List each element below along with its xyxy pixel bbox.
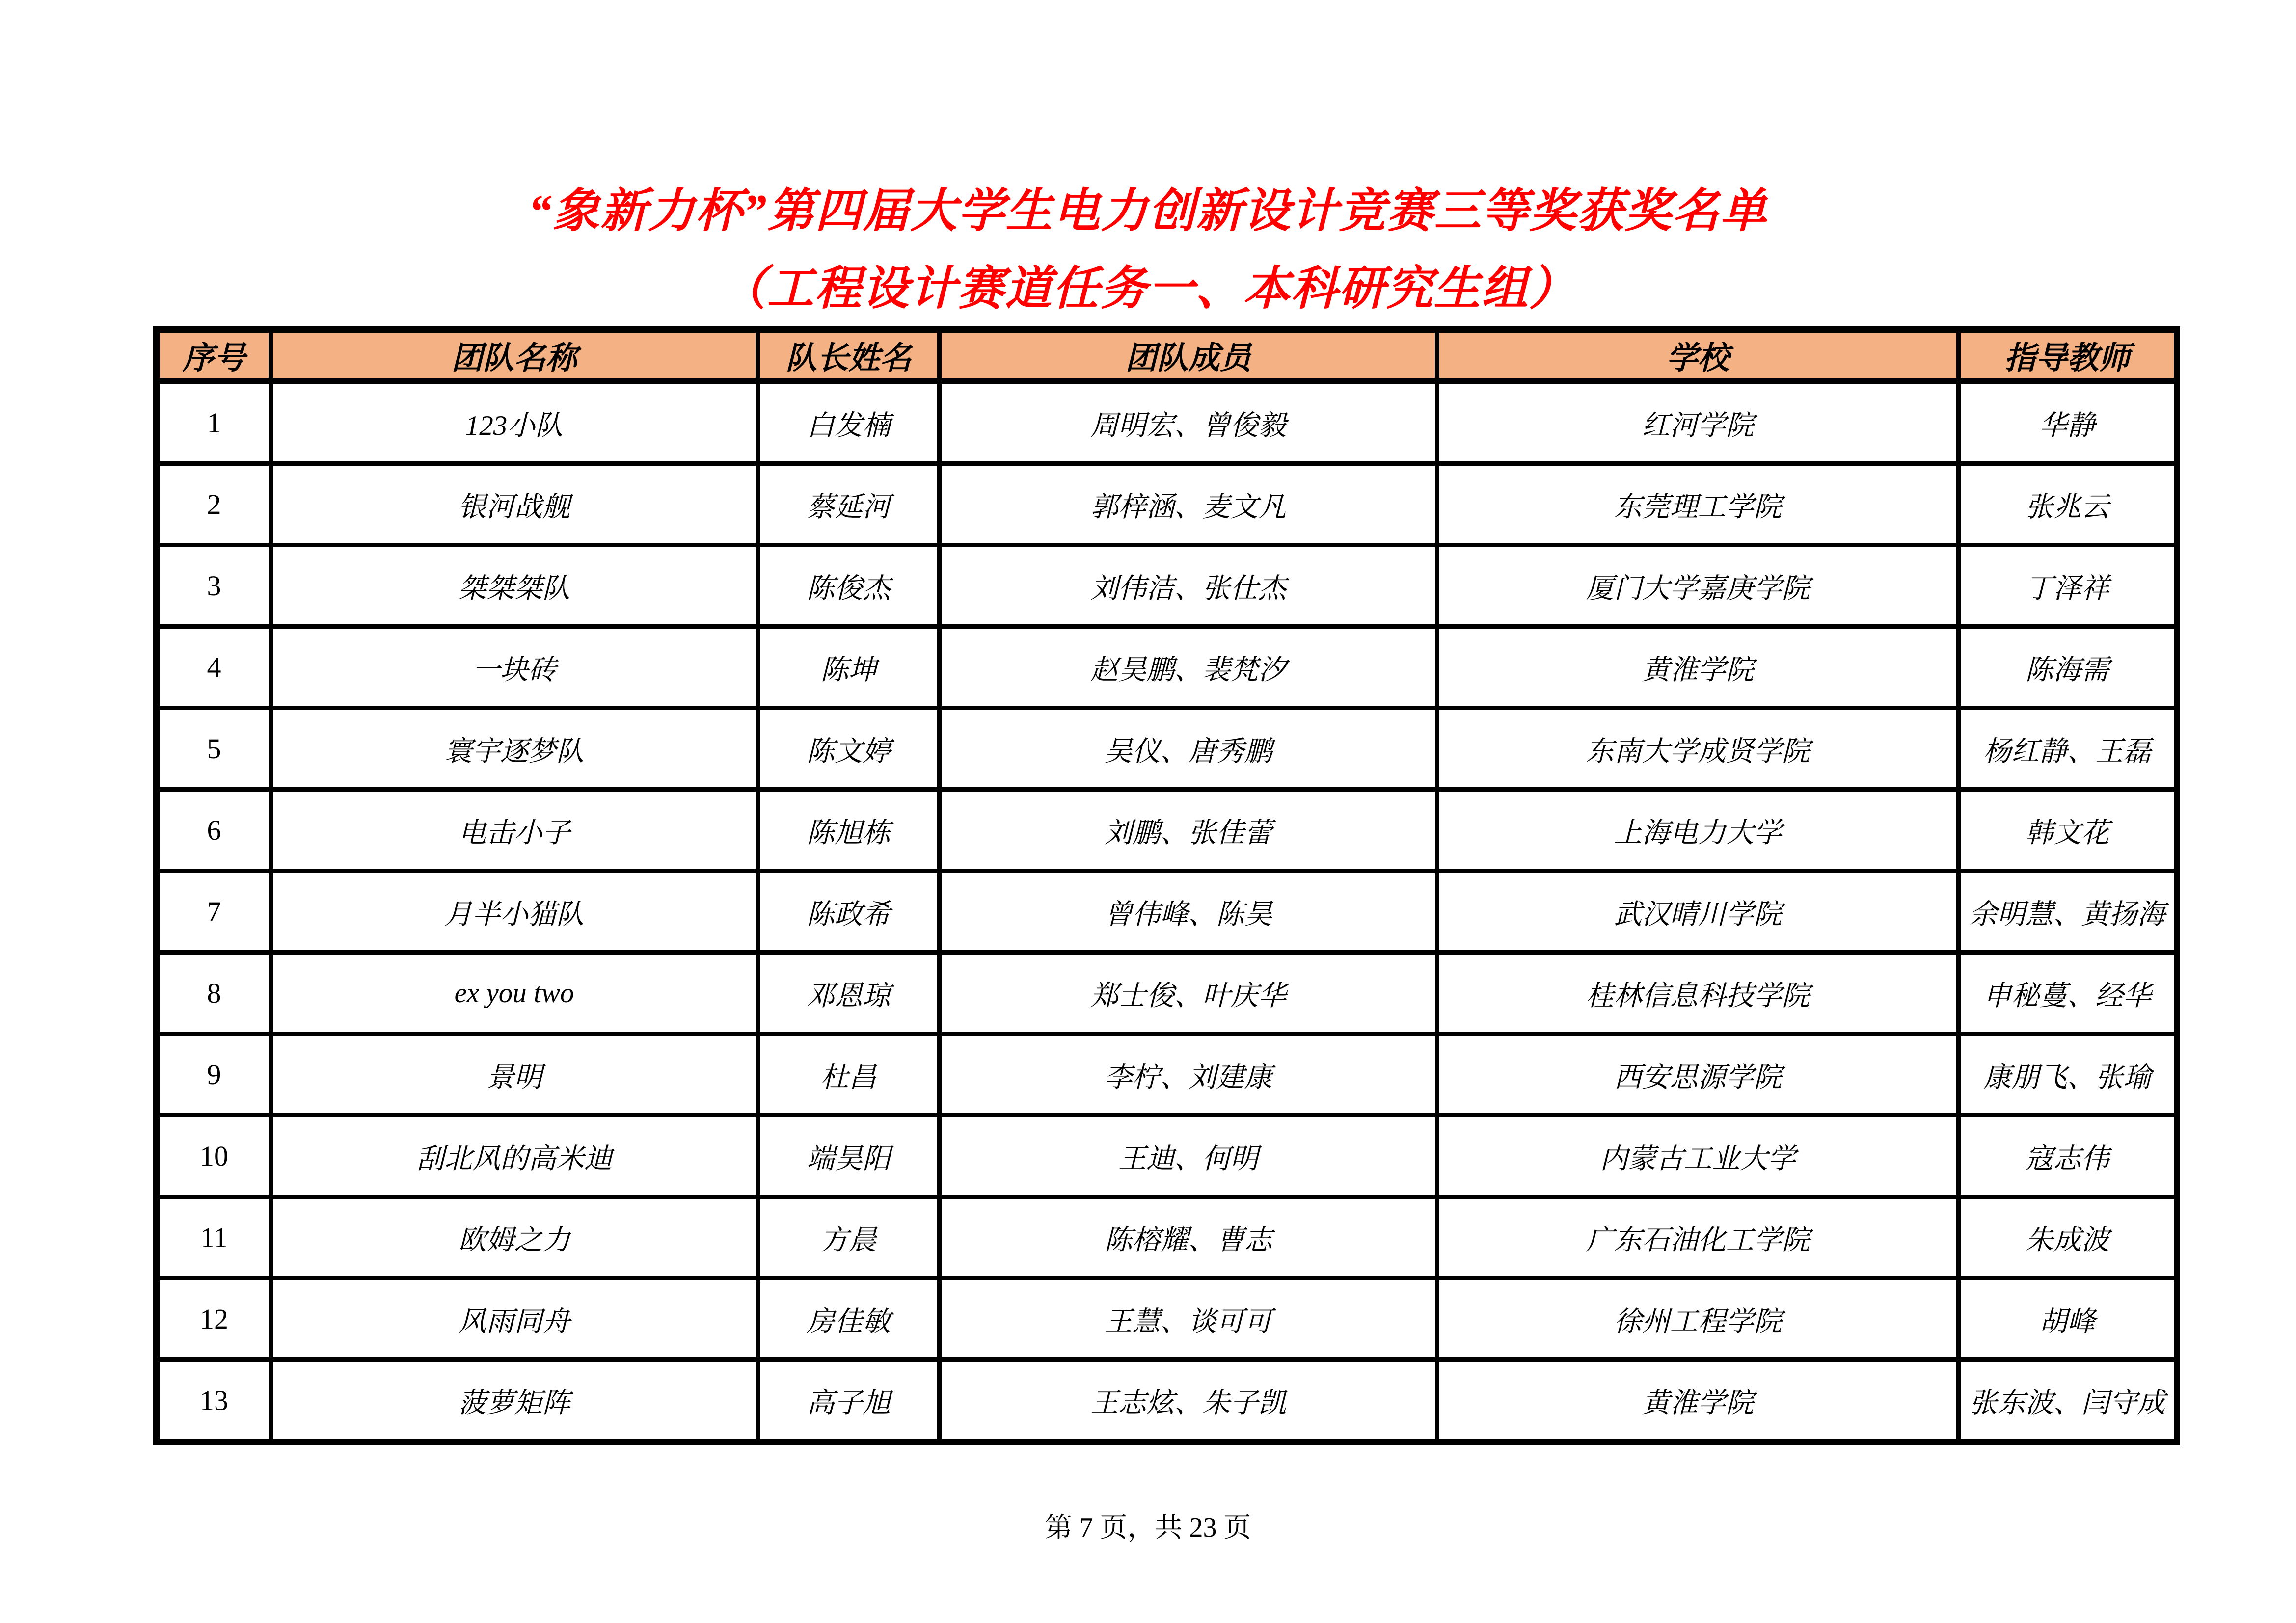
- table-cell: 杜昌: [758, 1034, 940, 1116]
- column-header: 团队名称: [271, 330, 758, 381]
- table-cell: 欧姆之力: [271, 1197, 758, 1278]
- table-cell: 4: [157, 627, 271, 708]
- awards-table: [153, 326, 2180, 1445]
- table-row: [157, 953, 2177, 1034]
- table-cell: 上海电力大学: [1437, 790, 1959, 871]
- table-cell: 徐州工程学院: [1437, 1278, 1959, 1360]
- table-cell: 3: [157, 545, 271, 627]
- table-cell: 刘伟洁、张仕杰: [940, 545, 1437, 627]
- table-row: [157, 1360, 2177, 1442]
- table-cell: 8: [157, 953, 271, 1034]
- table-cell: 陈俊杰: [758, 545, 940, 627]
- table-cell: 11: [157, 1197, 271, 1278]
- table-cell: 月半小猫队: [271, 871, 758, 953]
- table-head: [157, 330, 2177, 381]
- table-cell: 黄淮学院: [1437, 1360, 1959, 1442]
- table-cell: 银河战舰: [271, 464, 758, 545]
- table-cell: 陈政希: [758, 871, 940, 953]
- table-cell: 赵昊鹏、裴梵汐: [940, 627, 1437, 708]
- table-cell: 刘鹏、张佳蕾: [940, 790, 1437, 871]
- table-row: [157, 381, 2177, 464]
- table-cell: 7: [157, 871, 271, 953]
- table-row: [157, 708, 2177, 790]
- table-cell: 菠萝矩阵: [271, 1360, 758, 1442]
- table-cell: 内蒙古工业大学: [1437, 1116, 1959, 1197]
- table-cell: 郑士俊、叶庆华: [940, 953, 1437, 1034]
- table-cell: 13: [157, 1360, 271, 1442]
- table-cell: 王迪、何明: [940, 1116, 1437, 1197]
- table-cell: 曾伟峰、陈昊: [940, 871, 1437, 953]
- table-cell: 康朋飞、张瑜: [1959, 1034, 2177, 1116]
- table-cell: 李柠、刘建康: [940, 1034, 1437, 1116]
- table-cell: 景明: [271, 1034, 758, 1116]
- table-cell: 风雨同舟: [271, 1278, 758, 1360]
- table-cell: 蔡延河: [758, 464, 940, 545]
- table-cell: 刮北风的高米迪: [271, 1116, 758, 1197]
- table-cell: 陈文婷: [758, 708, 940, 790]
- table-cell: 余明慧、黄扬海: [1959, 871, 2177, 953]
- table-cell: 端昊阳: [758, 1116, 940, 1197]
- table-cell: 丁泽祥: [1959, 545, 2177, 627]
- table-cell: 郭梓涵、麦文凡: [940, 464, 1437, 545]
- table-row: [157, 1034, 2177, 1116]
- table-row: [157, 1197, 2177, 1278]
- table-cell: 吴仪、唐秀鹏: [940, 708, 1437, 790]
- table-cell: 厦门大学嘉庚学院: [1437, 545, 1959, 627]
- table-cell: 房佳敏: [758, 1278, 940, 1360]
- table-cell: 高子旭: [758, 1360, 940, 1442]
- table-cell: 寇志伟: [1959, 1116, 2177, 1197]
- page-title-line1: “象新力杯”第四届大学生电力创新设计竞赛三等奖获奖名单: [528, 185, 1768, 237]
- table-cell: 寰宇逐梦队: [271, 708, 758, 790]
- table-cell: 胡峰: [1959, 1278, 2177, 1360]
- column-header: 团队成员: [940, 330, 1437, 381]
- table-cell: 邓恩琼: [758, 953, 940, 1034]
- table-cell: 王慧、谈可可: [940, 1278, 1437, 1360]
- table-cell: 东南大学成贤学院: [1437, 708, 1959, 790]
- table-row: [157, 545, 2177, 627]
- table-cell: 张兆云: [1959, 464, 2177, 545]
- table-header-row: [157, 330, 2177, 381]
- page-number-footer: 第 7 页，共 23 页: [1045, 1513, 1251, 1543]
- table-cell: 电击小子: [271, 790, 758, 871]
- table-cell: 红河学院: [1437, 381, 1959, 464]
- table-cell: 杨红静、王磊: [1959, 708, 2177, 790]
- table-cell: 周明宏、曾俊毅: [940, 381, 1437, 464]
- table-cell: ex you two: [271, 953, 758, 1034]
- column-header: 指导教师: [1959, 330, 2177, 381]
- table-cell: 12: [157, 1278, 271, 1360]
- table-row: [157, 790, 2177, 871]
- results-table-body: [157, 381, 2177, 1442]
- column-header: 序号: [157, 330, 271, 381]
- table-row: [157, 627, 2177, 708]
- table-cell: 9: [157, 1034, 271, 1116]
- table-cell: 陈坤: [758, 627, 940, 708]
- table-cell: 方晨: [758, 1197, 940, 1278]
- table-row: [157, 464, 2177, 545]
- table-cell: 6: [157, 790, 271, 871]
- table-cell: 申秘蔓、经华: [1959, 953, 2177, 1034]
- table-cell: 朱成波: [1959, 1197, 2177, 1278]
- column-header: 学校: [1437, 330, 1959, 381]
- table-row: [157, 1278, 2177, 1360]
- table-cell: 10: [157, 1116, 271, 1197]
- table-cell: 武汉晴川学院: [1437, 871, 1959, 953]
- table-cell: 5: [157, 708, 271, 790]
- table-row: [157, 1116, 2177, 1197]
- table-cell: 西安思源学院: [1437, 1034, 1959, 1116]
- table-cell: 韩文花: [1959, 790, 2177, 871]
- table-cell: 华静: [1959, 381, 2177, 464]
- table-cell: 1: [157, 381, 271, 464]
- table-cell: 桀桀桀队: [271, 545, 758, 627]
- table-row: [157, 871, 2177, 953]
- table-cell: 陈海需: [1959, 627, 2177, 708]
- table-cell: 陈榕耀、曹志: [940, 1197, 1437, 1278]
- page-title-line2: （工程设计赛道任务一、本科研究生组）: [719, 263, 1577, 315]
- table-cell: 桂林信息科技学院: [1437, 953, 1959, 1034]
- table-cell: 张东波、闫守成: [1959, 1360, 2177, 1442]
- table-cell: 一块砖: [271, 627, 758, 708]
- table-cell: 黄淮学院: [1437, 627, 1959, 708]
- column-header: 队长姓名: [758, 330, 940, 381]
- table-cell: 白发楠: [758, 381, 940, 464]
- table-cell: 陈旭栋: [758, 790, 940, 871]
- table-cell: 123小队: [271, 381, 758, 464]
- table-cell: 2: [157, 464, 271, 545]
- table-cell: 广东石油化工学院: [1437, 1197, 1959, 1278]
- table-cell: 王志炫、朱子凯: [940, 1360, 1437, 1442]
- table-cell: 东莞理工学院: [1437, 464, 1959, 545]
